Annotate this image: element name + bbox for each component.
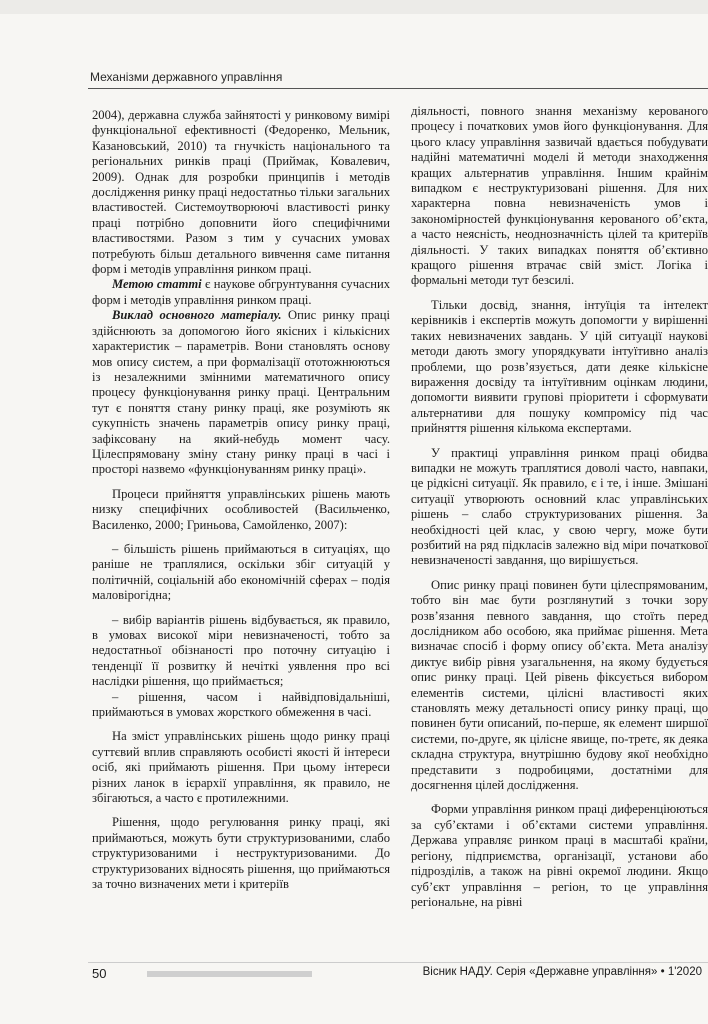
paragraph: Рішення, щодо регулювання ринку праці, які приймаються, можуть бути структуризованими, слабо структуризованими і неструктуризованими. До структуризованих відносять рішення, що приймаються за точно визначених мети і критеріїв [92,815,390,892]
paragraph: Процеси прийняття управлінських рішень мають низку специфічних особливостей (Васильченко, Василенко, 2000; Гриньова, Самойленко, 2007): [92,486,390,532]
aim-paragraph [92,277,390,308]
list-item: – більшість рішень приймаються в ситуаціях, що раніше не траплялися, оскільки збіг ситуацій у політичній, соціальній або економічній сферах – подія маловірогідна; [92,541,390,603]
paragraph: 2004), державна служба зайнятості у ринковому вимірі функціональної ефективності (Федоренко, Мельник, Казановський, 2010) та гнучкість національного та регіональних ринків праці (Приймак, Ковалевич, 2009). Однак для розробки принципів і методів дослідження ринку праці недостатньо тільки загальних властивостей. Системоутворюючі властивості ринку праці потрібно доповнити його специфічними властивостями. Разом з тим у сучасних умовах потребують більш детального вивчення саме питання форм і методів управління ринком праці. [92,108,390,277]
running-title: Механізми державного управління [90,70,283,84]
journal-title: Вісник НАДУ. Серія «Державне управління» • 1'2020 [422,966,702,978]
footer-rule [88,962,708,963]
paragraph: На зміст управлінських рішень щодо ринку праці суттєвий вплив справляють особисті якості й інтереси осіб, які приймають рішення. При цьому інтереси різних ланок в ієрархії управління, як правило, не збігаються, а часто є протилежними. [92,729,390,806]
aim-text: є наукове обгрунтування сучасних форм і методів управління ринком праці. [92,277,390,307]
page-number: 50 [92,966,107,981]
paragraph: Форми управління ринком праці диференціюються за суб’єктами і об’єктами системи управління. Держава управляє ринком праці в масштабі країни, регіону, підприємства, організації, установи або підрозділів, а також на рівні окремої людини. Якщо суб’єкт управління – регіон, то це управління регіональне, на рівні [411,802,708,909]
header-rule [88,88,708,89]
paragraph: діяльності, повного знання механізму керованого процесу і початкових умов його функціонування. Для цього класу управління зазвичай вдається побудувати надійні математичні моделі й методи знаходження кращих альтернатив управління. Іншим крайнім випадком є неструктуризовані рішення. Для них характерна повна невизначеність умов і закономірностей функціонування керованого об’єкта, а часто неясність, неоднозначність цілей та критеріїв діяльності. У таких випадках поняття об’єктивно кращого рішення втрачає свій зміст. Логіка і формальні методи тут безсилі. [411,104,708,288]
main-material-text: Опис ринку праці здійснюють за допомогою його якісних і кількісних характеристик – параметрів. Вони становлять основу мов опису систем, а при формалізації ототожнюються із незалежними змінними математичного опису процесу функціонування ринку праці. Центральним тут є поняття стану ринку праці, яке розуміють як сукупність значень параметрів опису ринку праці, зафіксовану на який-небудь момент часу. Цілеспрямовану зміну стану ринку праці в часі і просторі назвемо «функціонуванням ринку праці». [92,308,390,477]
scan-edge [0,0,708,14]
left-column [92,108,390,980]
paragraph: Тільки досвід, знання, інтуїція та інтелект керівників і експертів можуть допомогти у вирішенні таких невизначених завдань. У цій ситуації наукові методи дають змогу упорядкувати інтуїтивно аналіз проблеми, що розв’язується, дати деяке кількісне вираження досвіду та інтуїтивним оцінкам людини, допомогти виявити групові пріоритети і сформувати альтернативи для пошуку компромісу під час прийняття рішення кількома експертами. [411,297,708,436]
list-item: – вибір варіантів рішень відбувається, як правило, в умовах високої міри невизначеності, тобто за недостатньої обізнаності про поточну ситуацію і тенденції її розвитку й нечіткі уявлення про всі наслідки рішення, що приймається; [92,612,390,689]
paragraph: У практиці управління ринком праці обидва випадки не можуть траплятися доволі часто, навпаки, це рідкісні ситуації. Як правило, є і те, і інше. Змішані ситуації утворюють основний клас управлінських рішень – слабо структуризованих рішення. За необхідності цей клас, у свою чергу, може бути розбитий на ряд підкласів залежно від міри початкової невизначеності завдання, що вирішується. [411,445,708,568]
list-item: – рішення, часом і найвідповідальніші, приймаються в умовах жорсткого обмеження в часі. [92,689,390,720]
main-material-label: Виклад основного матеріалу. [112,308,282,323]
footer-decorative-bar [147,971,312,977]
right-column [411,104,708,962]
main-material-paragraph [92,308,390,477]
paragraph: Опис ринку праці повинен бути цілеспрямованим, тобто він має бути розглянутий з точки зору розв’язання певного завдання, що стоїть перед дослідником або особою, яка приймає рішення. Мета визначає спосіб і форму опису об’єкта. Мета аналізу диктує вибір рівня узагальнення, на якому будується опис ринку праці. Цей рівень фіксується вибором елементів системи, цілісні властивості яких становлять межу детальності опису ринку праці, що повинен бути описаний, по-перше, як елемент ширшої системи, по-друге, як цілісне явище, по-третє, як деяка складна структура, внутрішню будову якої необхідно представити з подробицями, достатніми для досягнення цілей дослідження. [411,577,708,793]
aim-label: Метою статті [112,277,202,292]
